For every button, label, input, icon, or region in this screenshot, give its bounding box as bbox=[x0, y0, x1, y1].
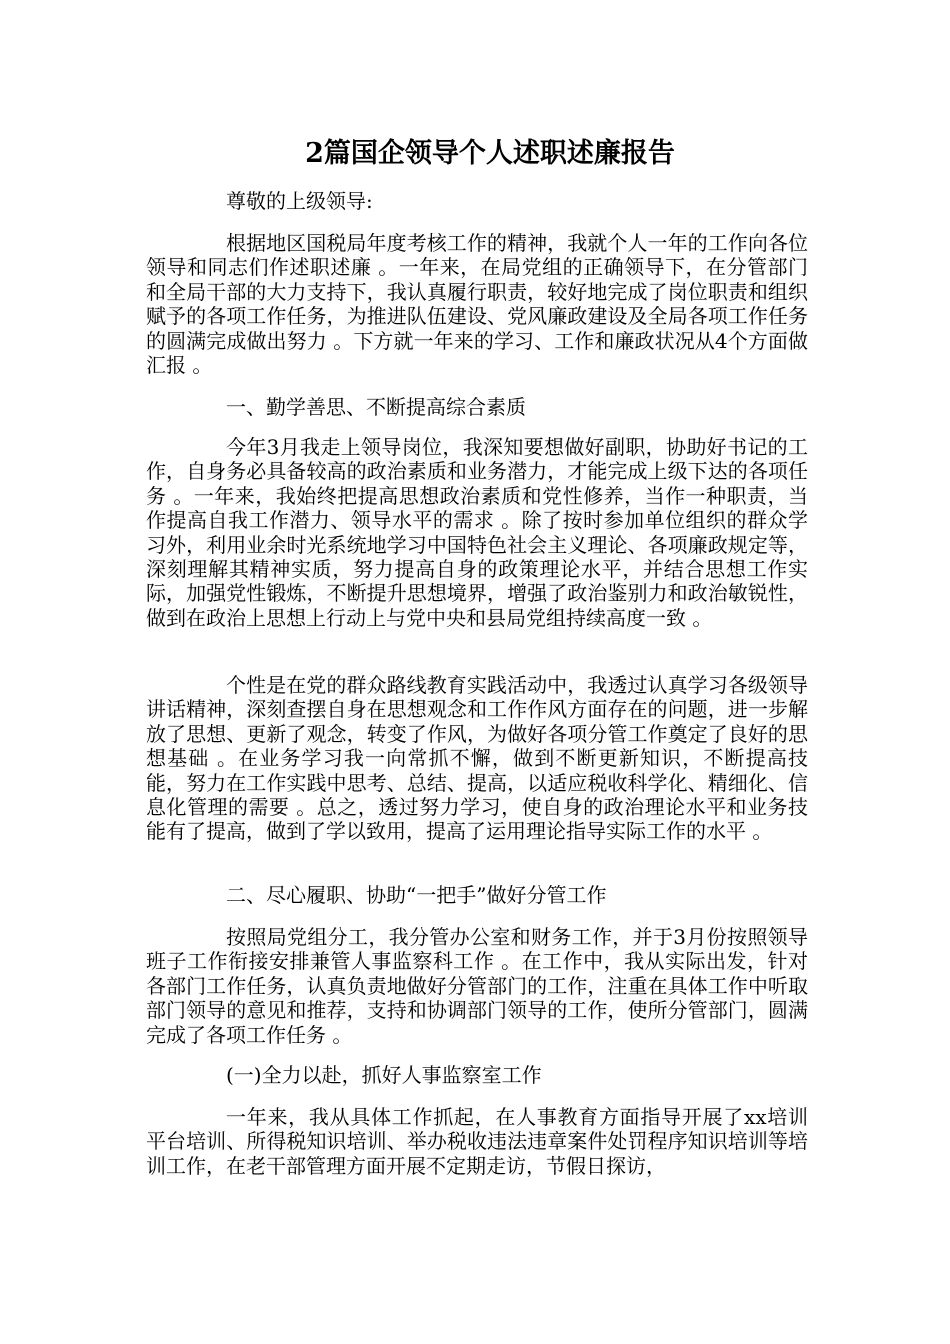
subsection-heading-1: (一)全力以赴，抓好人事监察室工作 bbox=[226, 1063, 542, 1087]
page-title: 2篇国企领导个人述职述廉报告 bbox=[305, 138, 675, 169]
section-heading-2: 二、尽心履职、协助“一把手”做好分管工作 bbox=[226, 883, 607, 907]
salutation: 尊敬的上级领导: bbox=[226, 189, 373, 213]
body-paragraph: 今年3月我走上领导岗位，我深知要想做好副职，协助好书记的工作，自身务必具备较高的政治素质和业务潜力，才能完成上级下达的各项任务 。一年来，我始终把提高思想政治素质和党性修养，当作一种职责，当作提高自我工作潜力、领导水平的需求 。除了按时参加单位组织的群众学习外，利用业余时光系统地学习中国特色社会主义理论、各项廉政规定等，深刻理解其精神实质，努力提高自身的政策理论水平，并结合思想工作实际，加强党性锻炼，不断提升思想境界，增强了政治鉴别力和政治敏锐性，做到在政治上思想上行动上与党中央和县局党组持续高度一致 。 bbox=[146, 435, 808, 630]
body-paragraph: 按照局党组分工，我分管办公室和财务工作，并于3月份按照领导班子工作衔接安排兼管人事监察科工作 。在工作中，我从实际出发，针对各部门工作任务，认真负责地做好分管部门的工作，注重在具体工作中听取部门领导的意见和推荐，支持和协调部门领导的工作，使所分管部门，圆满完成了各项工作任务 。 bbox=[146, 925, 808, 1047]
body-paragraph: 一年来，我从具体工作抓起，在人事教育方面指导开展了xx培训平台培训、所得税知识培训、举办税收违法违章案件处罚程序知识培训等培训工作，在老干部管理方面开展不定期走访，节假日探访， bbox=[146, 1105, 808, 1178]
body-paragraph-intro: 根据地区国税局年度考核工作的精神，我就个人一年的工作向各位领导和同志们作述职述廉 。一年来，在局党组的正确领导下，在分管部门和全局干部的大力支持下，我认真履行职责，较好地完成了岗位职责和组织赋予的各项工作任务，为推进队伍建设、党风廉政建设及全局各项工作任务的圆满完成做出努力 。下方就一年来的学习、工作和廉政状况从4个方面做汇报 。 bbox=[146, 231, 808, 378]
body-paragraph: 个性是在党的群众路线教育实践活动中，我透过认真学习各级领导讲话精神，深刻查摆自身在思想观念和工作作风方面存在的问题，进一步解放了思想、更新了观念，转变了作风，为做好各项分管工作奠定了良好的思想基础 。在业务学习我一向常抓不懈，做到不断更新知识，不断提高技能，努力在工作实践中思考、总结、提高，以适应税收科学化、精细化、信息化管理的需要 。总之，透过努力学习，使自身的政治理论水平和业务技能有了提高，做到了学以致用，提高了运用理论指导实际工作的水平 。 bbox=[146, 673, 808, 844]
section-heading-1: 一、勤学善思、不断提高综合素质 bbox=[226, 395, 526, 419]
